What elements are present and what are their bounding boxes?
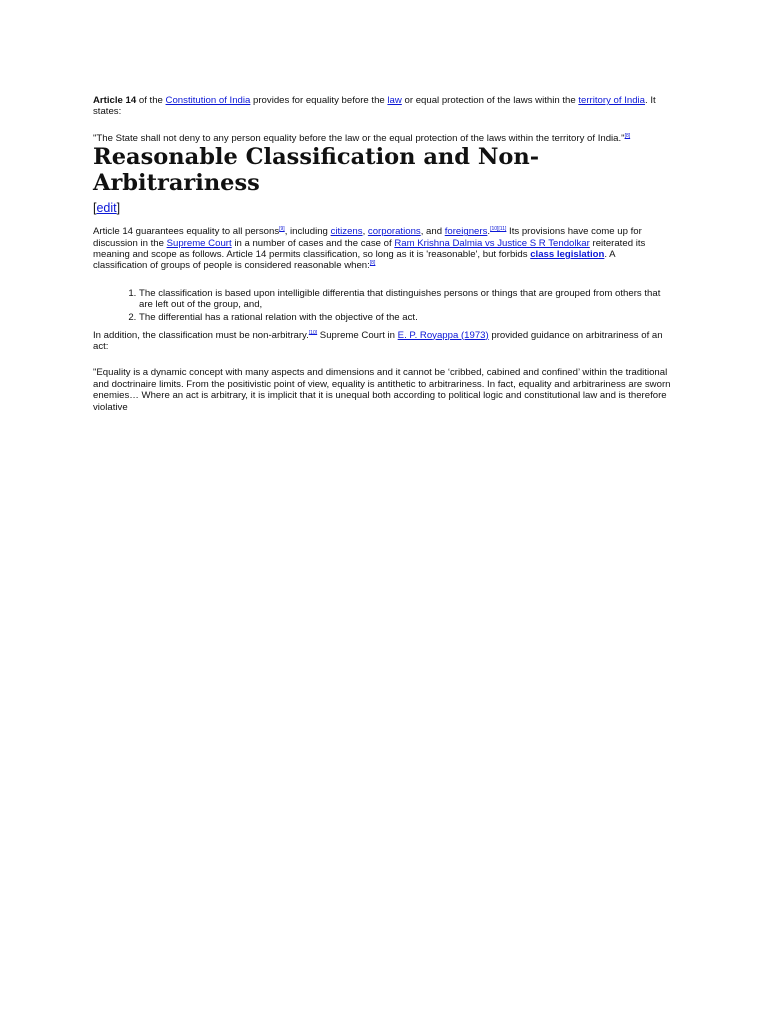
criteria-list: [93, 288, 671, 324]
section-heading: Reasonable Classification and Non-Arbitrariness: [93, 144, 540, 196]
citation-ref[interactable]: [8]: [624, 132, 631, 139]
link-territory-of-india[interactable]: territory of India: [578, 95, 646, 106]
article-14-bold: Article 14: [93, 95, 137, 106]
citation-ref[interactable]: [9]: [279, 226, 285, 233]
link-royappa[interactable]: E. P. Royappa (1973): [397, 329, 489, 341]
link-corporations[interactable]: corporations: [367, 226, 421, 238]
link-supreme-court[interactable]: Supreme Court: [166, 237, 232, 249]
link-law[interactable]: law: [387, 95, 402, 106]
list-item: 2. The differential has a rational relation with the objective of the act.: [139, 312, 671, 323]
intro-paragraph: Article 14 of the Constitution of India provides for equality before the law or equal protection of the laws within the territory of India. It states:: [93, 95, 656, 118]
article-quote: "The State shall not deny to any person equality before the law or the equal protection of the laws within the territory of India."[8]: [93, 132, 631, 144]
royappa-quote: "Equality is a dynamic concept with many aspects and dimensions and it cannot be ‘cribbed, cabined and confined’ within the traditional and doctrinaire limits. From the positivistic point of view, equality is antithetic to arbitrariness. In fact, equality and arbitrariness are sworn enemies… Where an act is arbitrary, it is implicit that it is unequal both according to political logic and constitutional law and is therefore violative: [93, 367, 671, 413]
classification-paragraph: Article 14 guarantees equality to all persons[9], including citizens, corporations, and foreigners.[10][11] Its provisions have come up for discussion in the Supreme Court in a number of cases and the case of Ram Krishna Dalmia vs Justice S R Tendolkar reiterated its meaning and scope as follows. Article 14 permits classification, so long as it is 'reasonable', but forbids class legislation. A classification of groups of people is considered reasonable when:[8]: [93, 226, 646, 272]
link-ram-krishna-dalmia[interactable]: Ram Krishna Dalmia vs Justice S R Tendolkar: [394, 237, 590, 249]
citation-ref[interactable]: [10]: [308, 329, 318, 336]
link-foreigners[interactable]: foreigners: [444, 226, 488, 238]
link-citizens[interactable]: citizens: [330, 226, 363, 238]
edit-link[interactable]: edit: [96, 201, 117, 216]
list-item: 1. The classification is based upon intelligible differentia that distinguishes persons or things that are grouped from others that are left out of the group, and,: [139, 288, 671, 311]
citation-ref[interactable]: [10][11]: [490, 226, 507, 233]
link-constitution-of-india[interactable]: Constitution of India: [165, 95, 251, 106]
link-class-legislation[interactable]: class legislation: [530, 249, 605, 261]
edit-section: [edit]: [93, 201, 121, 216]
article-content: [93, 95, 671, 413]
citation-ref[interactable]: [8]: [369, 260, 376, 267]
arbitrariness-paragraph: In addition, the classification must be non-arbitrary.[10] Supreme Court in E. P. Royappa (1973) provided guidance on arbitrariness of an act:: [93, 329, 663, 352]
